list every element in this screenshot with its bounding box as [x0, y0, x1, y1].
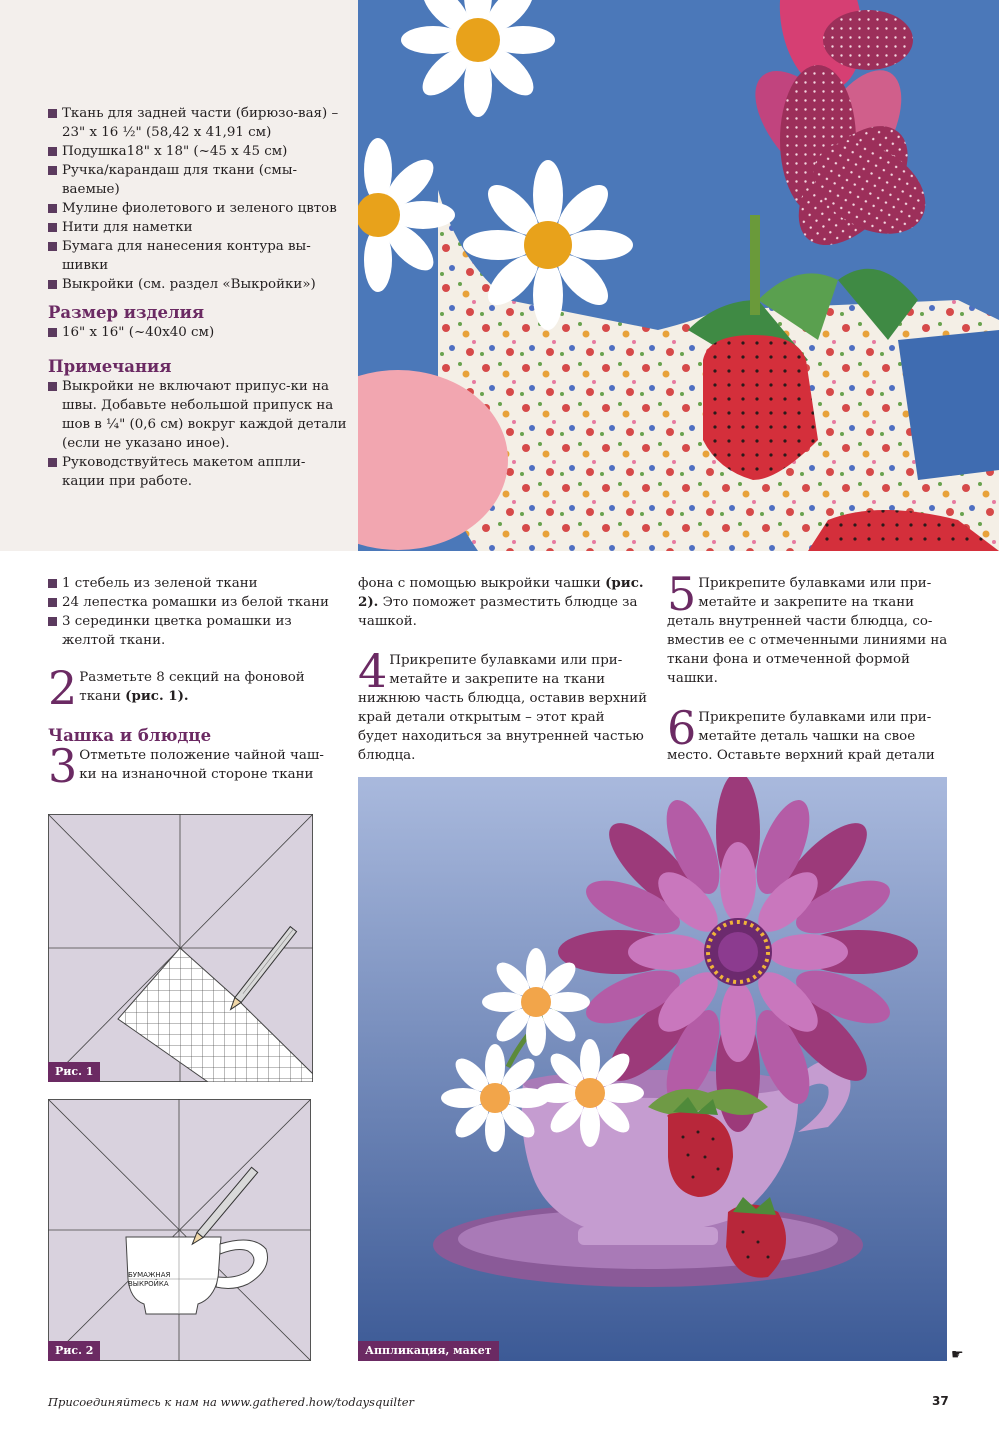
step-3	[48, 739, 338, 793]
column-1	[48, 574, 338, 793]
materials-column	[48, 104, 348, 491]
footer-text: Присоединяйтесь к нам на www.gathered.how/todaysquilter	[48, 1395, 415, 1409]
list-item: 3 серединки цветка ромашки из желтой ткани.	[48, 612, 338, 650]
paper-pattern-label: ВЫКРОЙКА	[128, 1280, 169, 1288]
step-6	[667, 701, 952, 765]
list-item: Мулине фиолетового и зеленого цвтов	[48, 199, 348, 218]
quilt-photo	[358, 0, 999, 551]
step-text: Прикрепите булавками или при-метайте деталь чашки на свое место. Оставьте верхний край детали	[667, 710, 935, 763]
list-item: Бумага для нанесения контура вы-шивки	[48, 237, 348, 275]
notes-heading: Примечания	[48, 357, 172, 376]
list-item: Выкройки (см. раздел «Выкройки»)	[48, 275, 348, 294]
step-ref: (рис. 2).	[358, 575, 644, 610]
cut-list	[48, 574, 338, 650]
step-text: Отметьте положение чайной чаш-ки на изнаночной стороне ткани	[79, 748, 324, 782]
list-item: Нити для наметки	[48, 218, 348, 237]
list-item: Ткань для задней части (бирюзо-вая) – 23" x 16 ½" (58,42 x 41,91 см)	[48, 104, 348, 142]
size-heading: Размер изделия	[48, 303, 205, 322]
step-number: 4	[358, 644, 388, 698]
cup-heading: Чашка и блюдце	[48, 726, 212, 745]
list-item: Выкройки не включают припус-ки на швы. Добавьте небольшой припуск на шов в ¼" (0,6 см) вокруг каждой детали (если не указано иное).	[48, 377, 348, 453]
figure-caption: Аппликация, макет	[358, 1341, 499, 1361]
list-item: 24 лепестка ромашки из белой ткани	[48, 593, 338, 612]
step-2	[48, 661, 338, 715]
step-text: Прикрепите булавками или при-метайте и закрепите на ткани деталь внутренней части блюдца, со-вместив ее с отмеченными линиями на ткани фона и отмеченной формой чашки.	[667, 576, 948, 686]
step-4	[358, 644, 648, 765]
column-2	[358, 574, 648, 765]
notes-list	[48, 377, 348, 491]
step-number: 6	[667, 701, 697, 755]
list-item: Подушка18" x 18" (~45 x 45 см)	[48, 142, 348, 161]
step-5	[667, 567, 952, 688]
list-item: Руководствуйтесь макетом аппли-кации при работе.	[48, 453, 348, 491]
step-text: Это поможет разместить блюдце за чашкой.	[358, 595, 638, 629]
step-number: 5	[667, 567, 697, 621]
paper-pattern-label: БУМАЖНАЯ	[128, 1271, 171, 1279]
figure-caption: Рис. 2	[48, 1341, 100, 1361]
step-number: 2	[48, 661, 78, 715]
figure-2	[48, 1099, 311, 1361]
applique-layout	[358, 777, 947, 1361]
materials-list	[48, 104, 348, 294]
step-text: Прикрепите булавками или при-метайте и закрепите на ткани нижнюю часть блюдца, оставив верхний край детали открытым – этот край будет находиться за внутренней частью блюдца.	[358, 653, 648, 763]
continue-arrow-icon: ☛	[951, 1347, 964, 1363]
list-item: Ручка/карандаш для ткани (смы-ваемые)	[48, 161, 348, 199]
step-text: Разметьте 8 секций на фоновой ткани	[79, 670, 305, 704]
size-value: 16" x 16" (~40x40 см)	[48, 323, 348, 342]
step-text: фона с помощью выкройки чашки	[358, 576, 606, 591]
figure-caption: Рис. 1	[48, 1062, 100, 1082]
column-3	[667, 567, 952, 765]
figure-1	[48, 814, 313, 1082]
page-number: 37	[932, 1394, 949, 1408]
step-number: 3	[48, 739, 78, 793]
list-item: 1 стебель из зеленой ткани	[48, 574, 338, 593]
step-ref: (рис. 1).	[125, 688, 189, 704]
